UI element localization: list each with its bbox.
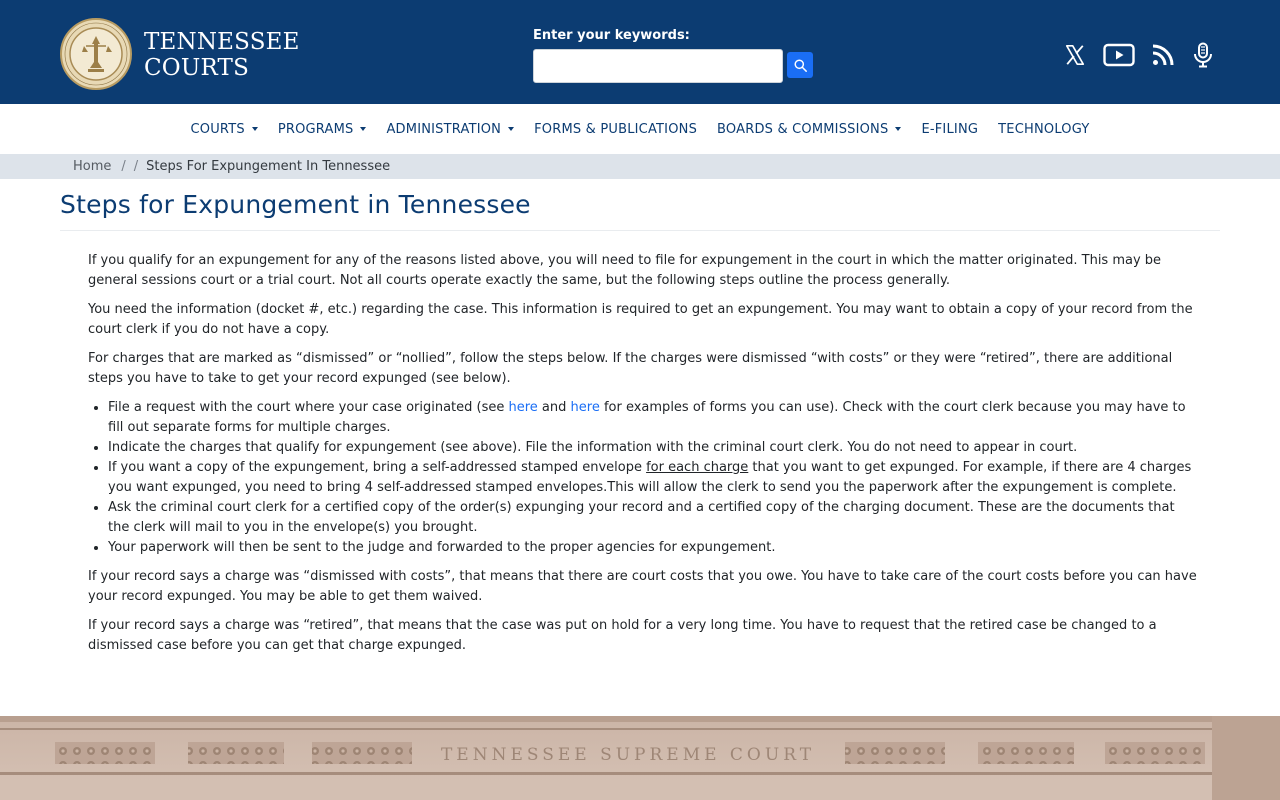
podcast-icon	[1192, 42, 1214, 68]
paragraph-dismissed-charges: For charges that are marked as “dismissed” or “nollied”, follow the steps below. If the charges were dismissed “with costs” or they were “retired”, there are additional steps you have to take to get your record expunged (see below).	[88, 351, 1173, 386]
supreme-court-building-image	[0, 716, 1280, 800]
nav-item-label: COURTS	[190, 121, 245, 137]
caret-down-icon	[895, 127, 901, 131]
paragraph-information: You need the information (docket #, etc.) regarding the case. This information is required to get an expungement. You may want to obtain a copy of your record from the court clerk if you do not have a copy.	[88, 302, 1193, 337]
rss-icon	[1151, 43, 1175, 67]
nav-item-boards-commissions[interactable]	[707, 122, 911, 137]
caret-down-icon	[508, 127, 514, 131]
rss-feed-link[interactable]	[1148, 40, 1178, 70]
breadcrumb	[0, 154, 1280, 179]
nav-item-label: PROGRAMS	[277, 121, 354, 137]
podcast-link[interactable]	[1188, 40, 1218, 70]
nav-item-label: FORMS & PUBLICATIONS	[534, 121, 698, 137]
breadcrumb-home-link[interactable]: Home	[73, 159, 112, 174]
nav-item-label: E-FILING	[921, 121, 979, 137]
search-button[interactable]	[787, 52, 813, 78]
nav-item-courts[interactable]	[181, 122, 268, 137]
building-inscription: TENNESSEE SUPREME COURT	[440, 745, 816, 765]
paragraph-retired: If your record says a charge was “retired”, that means that the case was put on hold for a very long time. You have to request that the retired case be changed to a dismissed case before you can get that charge expunged.	[88, 618, 1157, 653]
list-item: • Indicate the charges that qualify for expungement (see above). File the information with the criminal court clerk. You do not need to appear in court.	[108, 438, 1198, 458]
nav-item-label: BOARDS & COMMISSIONS	[717, 121, 889, 137]
nav-item-forms-publications[interactable]	[524, 122, 707, 137]
brand-line-2: COURTS	[144, 55, 250, 81]
nav-item-e-filing[interactable]	[911, 122, 988, 137]
caret-down-icon	[360, 127, 366, 131]
paragraph-intro: If you qualify for an expungement for any of the reasons listed above, you will need to file for expungement in the court in which the matter originated. This may be general sessions court or a trial court. Not all courts operate exactly the same, but the following steps outline the process generally.	[88, 253, 1162, 288]
forms-link-2[interactable]: here	[570, 400, 600, 415]
article-body	[88, 251, 1198, 665]
paragraph-dismissed-with-costs: If your record says a charge was “dismissed with costs”, that means that there are court costs that you owe. You have to take care of the court costs before you can have your record expunged. You may be able to get them waived.	[88, 569, 1197, 604]
nav-item-label: ADMINISTRATION	[386, 121, 502, 137]
search-icon	[794, 59, 807, 72]
breadcrumb-current-page: Steps For Expungement In Tennessee	[146, 159, 391, 174]
breadcrumb-separator: /	[121, 159, 126, 174]
nav-item-programs[interactable]	[268, 122, 377, 137]
step-text: that you want to get expunged. For example, if there are 4 charges you want expunged, you need to bring 4 self-addressed stamped envelopes.This will allow the clerk to send you the paperwork after the expungement is complete.	[108, 460, 1192, 495]
youtube-social-link[interactable]	[1102, 40, 1136, 70]
caret-down-icon	[252, 127, 258, 131]
search-input[interactable]	[533, 49, 783, 83]
step-text: for examples of forms you can use). Check with the court clerk because you may have to fill out separate forms for multiple charges.	[108, 400, 1186, 435]
list-item	[108, 458, 1198, 498]
emphasis-text: for each charge	[646, 460, 749, 475]
list-item: • Your paperwork will then be sent to the judge and forwarded to the proper agencies for expungement.	[108, 538, 1198, 558]
nav-item-administration[interactable]	[376, 122, 524, 137]
page-title: Steps for Expungement in Tennessee	[60, 190, 531, 219]
tennessee-judiciary-seal-logo[interactable]	[60, 18, 132, 90]
step-text: If you want a copy of the expungement, bring a self-addressed stamped envelope	[108, 460, 647, 475]
title-divider	[60, 230, 1220, 231]
site-header	[0, 0, 1280, 104]
x-social-link[interactable]	[1060, 40, 1090, 70]
list-item: • Ask the criminal court clerk for a certified copy of the order(s) expunging your record and a certified copy of the charging document. These are the documents that the clerk will mail to you in the envelope(s) you brought.	[108, 498, 1198, 538]
nav-item-label: TECHNOLOGY	[998, 121, 1090, 137]
step-text: File a request with the court where your case originated (see	[108, 400, 509, 415]
brand-line-1: TENNESSEE	[144, 29, 300, 55]
step-text: and	[537, 400, 571, 415]
steps-list	[88, 398, 1198, 558]
main-navigation	[0, 104, 1280, 154]
youtube-icon	[1103, 43, 1135, 67]
site-brand[interactable]	[144, 29, 300, 81]
x-icon	[1064, 44, 1086, 66]
breadcrumb-separator: /	[133, 159, 139, 174]
search-label: Enter your keywords:	[533, 28, 690, 43]
list-item	[108, 398, 1198, 438]
forms-link-1[interactable]: here	[508, 400, 538, 415]
nav-item-technology[interactable]	[988, 122, 1099, 137]
